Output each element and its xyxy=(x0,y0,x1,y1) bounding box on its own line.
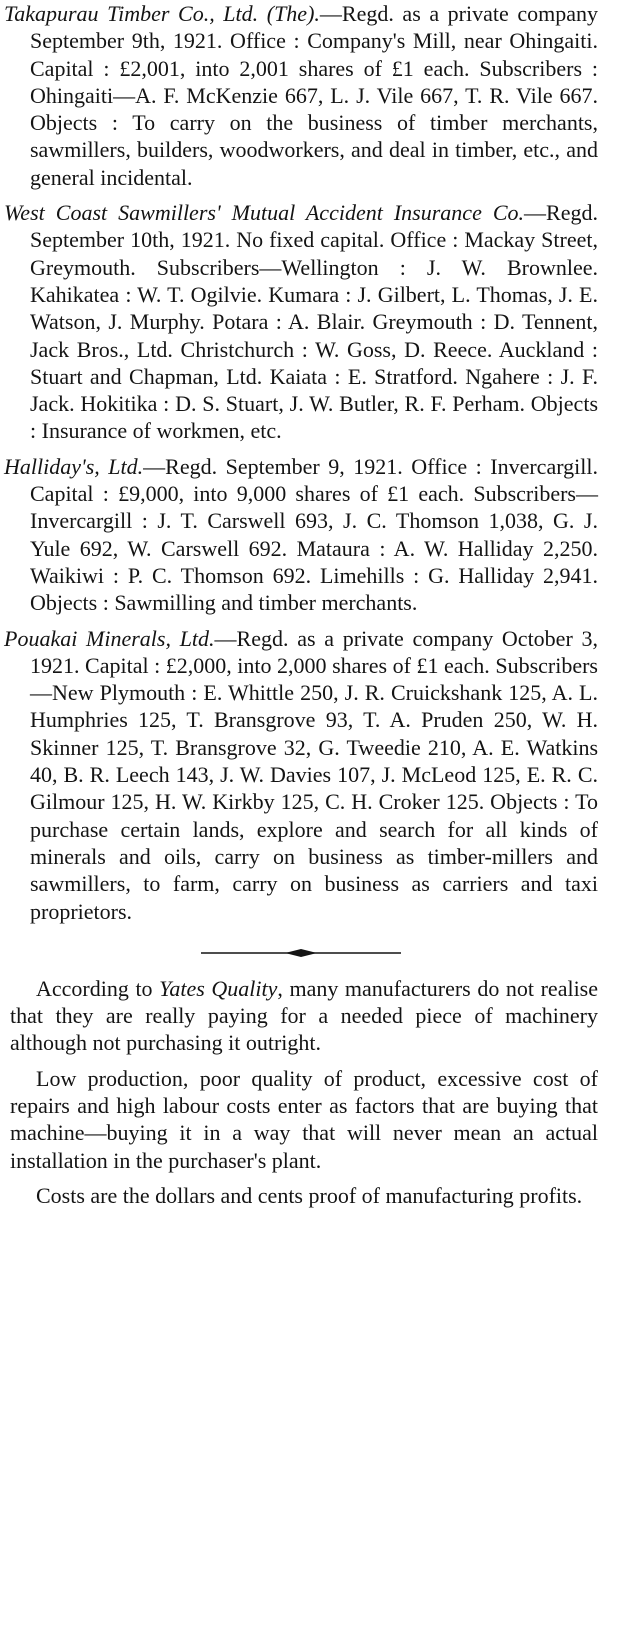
company-entry-west-coast xyxy=(4,199,598,445)
company-registrations xyxy=(4,0,598,925)
company-entry-takapurau xyxy=(4,0,598,191)
company-details: —Regd. as a private company October 3, 1921. Capital : £2,000, into 2,000 shares of £1 each. Subscribers—New Plymouth : E. Whittle 250, J. R. Cruickshank 125, A. L. Humphries 125, T. Bransgrove 93, T. A. Pruden 250, W. H. Skinner 125, T. Bransgrove 32, G. Tweedie 210, A. E. Watkins 40, B. R. Leech 143, J. W. Davies 107, J. McLeod 125, E. R. C. Gilmour 125, H. W. Kirkby 125, C. H. Croker 125. Objects : To purchase certain lands, explore and search for all kinds of minerals and oils, carry on business as timber-millers and sawmillers, to farm, carry on business as carriers and taxi proprietors. xyxy=(30,625,598,924)
paragraph-text: , many manufacturers do not realise that they are really paying for a needed piece of machinery although not purchasing it outright. xyxy=(10,975,599,1056)
publication-name: Yates Quality xyxy=(159,975,278,1001)
company-details: —Regd. September 9, 1921. Office : Invercargill. Capital : £9,000, into 9,000 shares of £1 each. Subscribers—Invercargill : J. T. Carswell 693, J. C. Thomson 1,038, G. J. Yule 692, W. Carswell 692. Mataura : A. W. Halliday 2,250. Waikiwi : P. C. Thomson 692. Limehills : G. Halliday 2,941. Objects : Sawmilling and timber merchants. xyxy=(30,453,598,616)
company-name: Takapurau Timber Co., Ltd. (The). xyxy=(4,1,320,26)
company-entry-pouakai xyxy=(4,625,598,925)
article-paragraph-2: Low production, poor quality of product, excessive cost of repairs and high labour costs enter as factors that are buying that machine—buying it in a way that will never mean an actual installation in the purchaser's plant. xyxy=(10,1065,598,1173)
company-name: Pouakai Minerals, Ltd. xyxy=(4,625,215,651)
article-paragraph-1 xyxy=(4,975,598,1057)
article-paragraph-3: Costs are the dollars and cents proof of manufacturing profits. xyxy=(36,1182,583,1208)
company-details: —Regd. as a private company September 9th, 1921. Office : Company's Mill, near Ohingaiti. Capital : £2,001, into 2,001 shares of £1 each. Subscribers : Ohingaiti—A. F. McKenzie 667, L. J. Vile 667, T. R. Vile 667. Objects : To carry on the business of timber merchants, sawmillers, builders, woodworkers, and deal in timber, etc., and general incidental. xyxy=(30,1,598,190)
section-divider-ornament xyxy=(201,947,401,959)
paragraph-text: According to xyxy=(36,975,160,1001)
company-name: Halliday's, Ltd. xyxy=(4,453,144,479)
company-name: West Coast Sawmillers' Mutual Accident Insurance Co. xyxy=(4,200,525,226)
company-details: —Regd. September 10th, 1921. No fixed capital. Office : Mackay Street, Greymouth. Subscribers—Wellington : J. W. Brownlee. Kahikatea : W. T. Ogilvie. Kumara : J. Gilbert, L. Thomas, J. E. Watson, J. Murphy. Potara : A. Blair. Greymouth : D. Tennent, Jack Bros., Ltd. Christchurch : W. Goss, D. Reece. Auckland : Stuart and Chapman, Ltd. Kaiata : E. Stratford. Ngahere : J. F. Jack. Hokitika : D. S. Stuart, J. W. Butler, R. F. Perham. Objects : Insurance of workmen, etc. xyxy=(30,200,598,444)
company-entry-hallidays xyxy=(4,453,598,617)
machinery-article xyxy=(4,975,598,1209)
